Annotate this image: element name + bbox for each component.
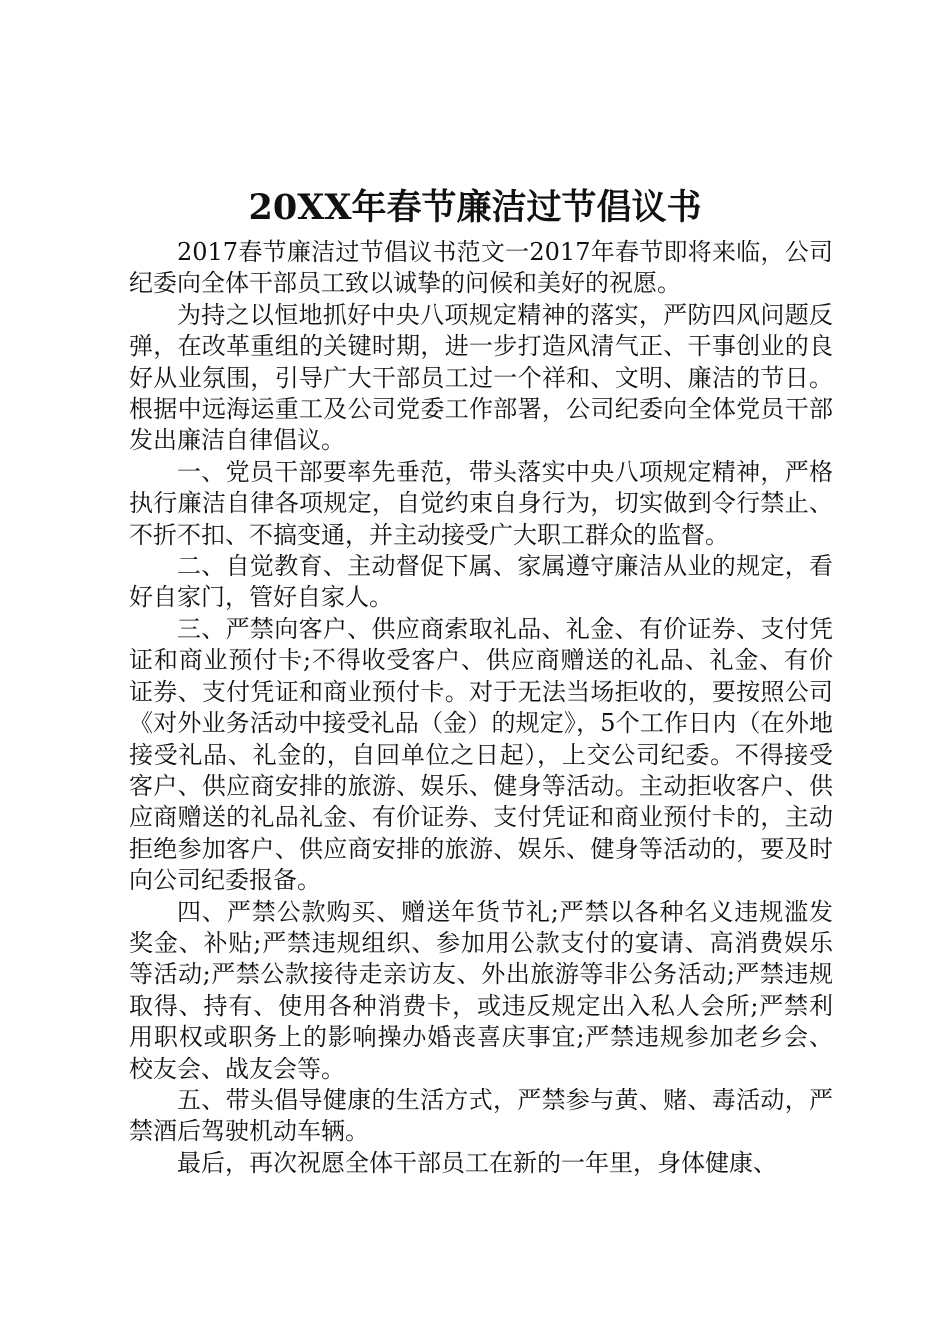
- paragraph-item-4: 四、严禁公款购买、赠送年货节礼;严禁以各种名义违规滥发奖金、补贴;严禁违规组织、参加用公款支付的宴请、高消费娱乐等活动;严禁公款接待走亲访友、外出旅游等非公务活动;严禁违规取得、持有、使用各种消费卡，或违反规定出入私人会所;严禁利用职权或职务上的影响操办婚丧喜庆事宜;严禁违规参加老乡会、校友会、战友会等。: [129, 897, 833, 1083]
- paragraph-item-1: 一、党员干部要率先垂范，带头落实中央八项规定精神，严格执行廉洁自律各项规定，自觉约束自身行为，切实做到令行禁止、不折不扣、不搞变通，并主动接受广大职工群众的监督。: [129, 457, 833, 549]
- paragraph-closing: 最后，再次祝愿全体干部员工在新的一年里，身体健康、: [177, 1148, 777, 1177]
- paragraph-item-2: 二、自觉教育、主动督促下属、家属遵守廉洁从业的规定，看好自家门，管好自家人。: [129, 552, 833, 612]
- document-title: 20XX年春节廉洁过节倡议书: [248, 187, 702, 228]
- paragraph-purpose: 为持之以恒地抓好中央八项规定精神的落实，严防四风问题反弹，在改革重组的关键时期，进一步打造风清气正、干事创业的良好从业氛围，引导广大干部员工过一个祥和、文明、廉洁的节日。根据中远海运重工及公司党委工作部署，公司纪委向全体党员干部发出廉洁自律倡议。: [129, 300, 833, 455]
- paragraph-item-5: 五、带头倡导健康的生活方式，严禁参与黄、赌、毒活动，严禁酒后驾驶机动车辆。: [129, 1085, 833, 1146]
- document-body: [129, 237, 833, 1179]
- paragraph-item-3: 三、严禁向客户、供应商索取礼品、礼金、有价证券、支付凭证和商业预付卡;不得收受客户、供应商赠送的礼品、礼金、有价证券、支付凭证和商业预付卡。对于无法当场拒收的，要按照公司《对外业务活动中接受礼品（金）的规定》，5个工作日内（在外地接受礼品、礼金的，自回单位之日起），上交公司纪委。不得接受客户、供应商安排的旅游、娱乐、健身等活动。主动拒收客户、供应商赠送的礼品礼金、有价证券、支付凭证和商业预付卡的，主动拒绝参加客户、供应商安排的旅游、娱乐、健身等活动的，要及时向公司纪委报备。: [129, 614, 833, 895]
- paragraph-intro: 2017春节廉洁过节倡议书范文一2017年春节即将来临，公司纪委向全体干部员工致以诚挚的问候和美好的祝愿。: [129, 238, 833, 298]
